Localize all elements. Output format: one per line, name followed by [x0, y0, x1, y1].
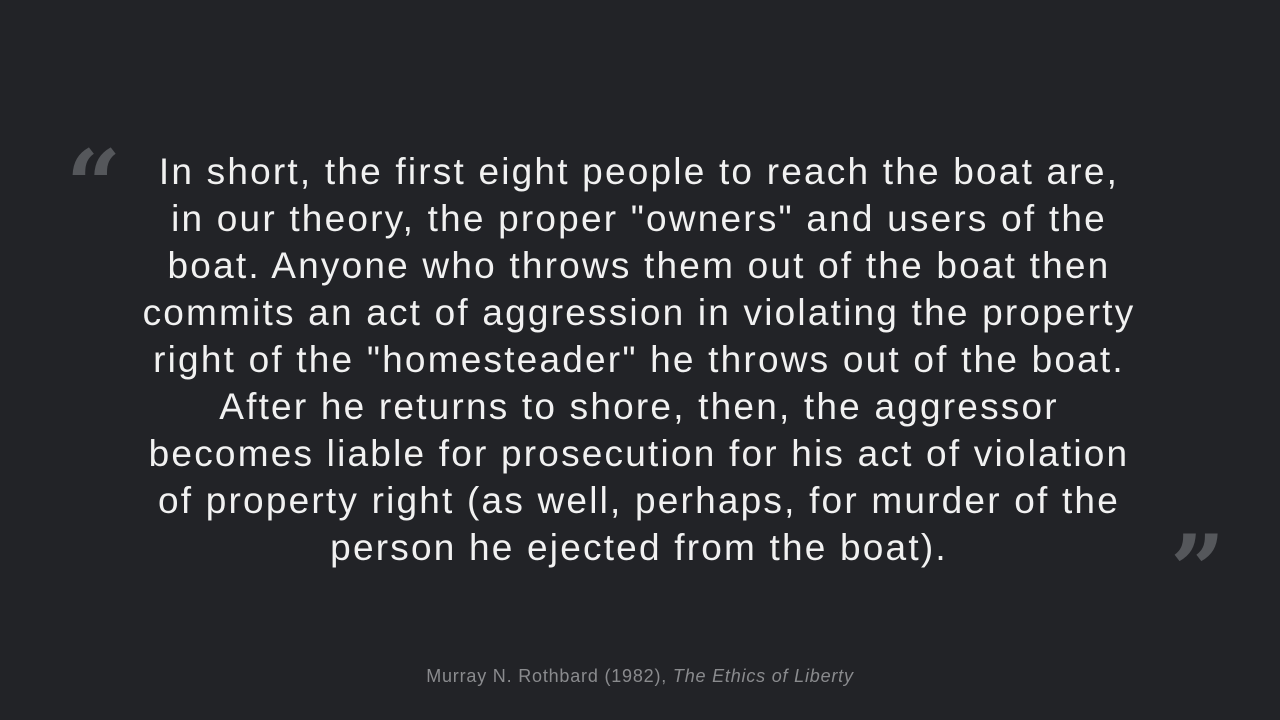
right-double-quote-icon: ”	[1170, 514, 1226, 627]
attribution-author-year: Murray N. Rothbard (1982),	[426, 666, 668, 686]
quote-text: In short, the first eight people to reach the boat are, in our theory, the proper "owners" and users of the boat. Anyone who throws them out of the boat then commits an act of aggression in violating the property right of the "homesteader" he throws out of the boat. After he returns to shore, then, the aggressor becomes liable for prosecution for his act of violation of property right (as well, perhaps, for murder of the person he ejected from the boat).	[142, 151, 1136, 568]
left-double-quote-icon: “	[66, 129, 122, 242]
attribution	[0, 666, 1280, 687]
attribution-work-title: The Ethics of Liberty	[672, 666, 854, 686]
